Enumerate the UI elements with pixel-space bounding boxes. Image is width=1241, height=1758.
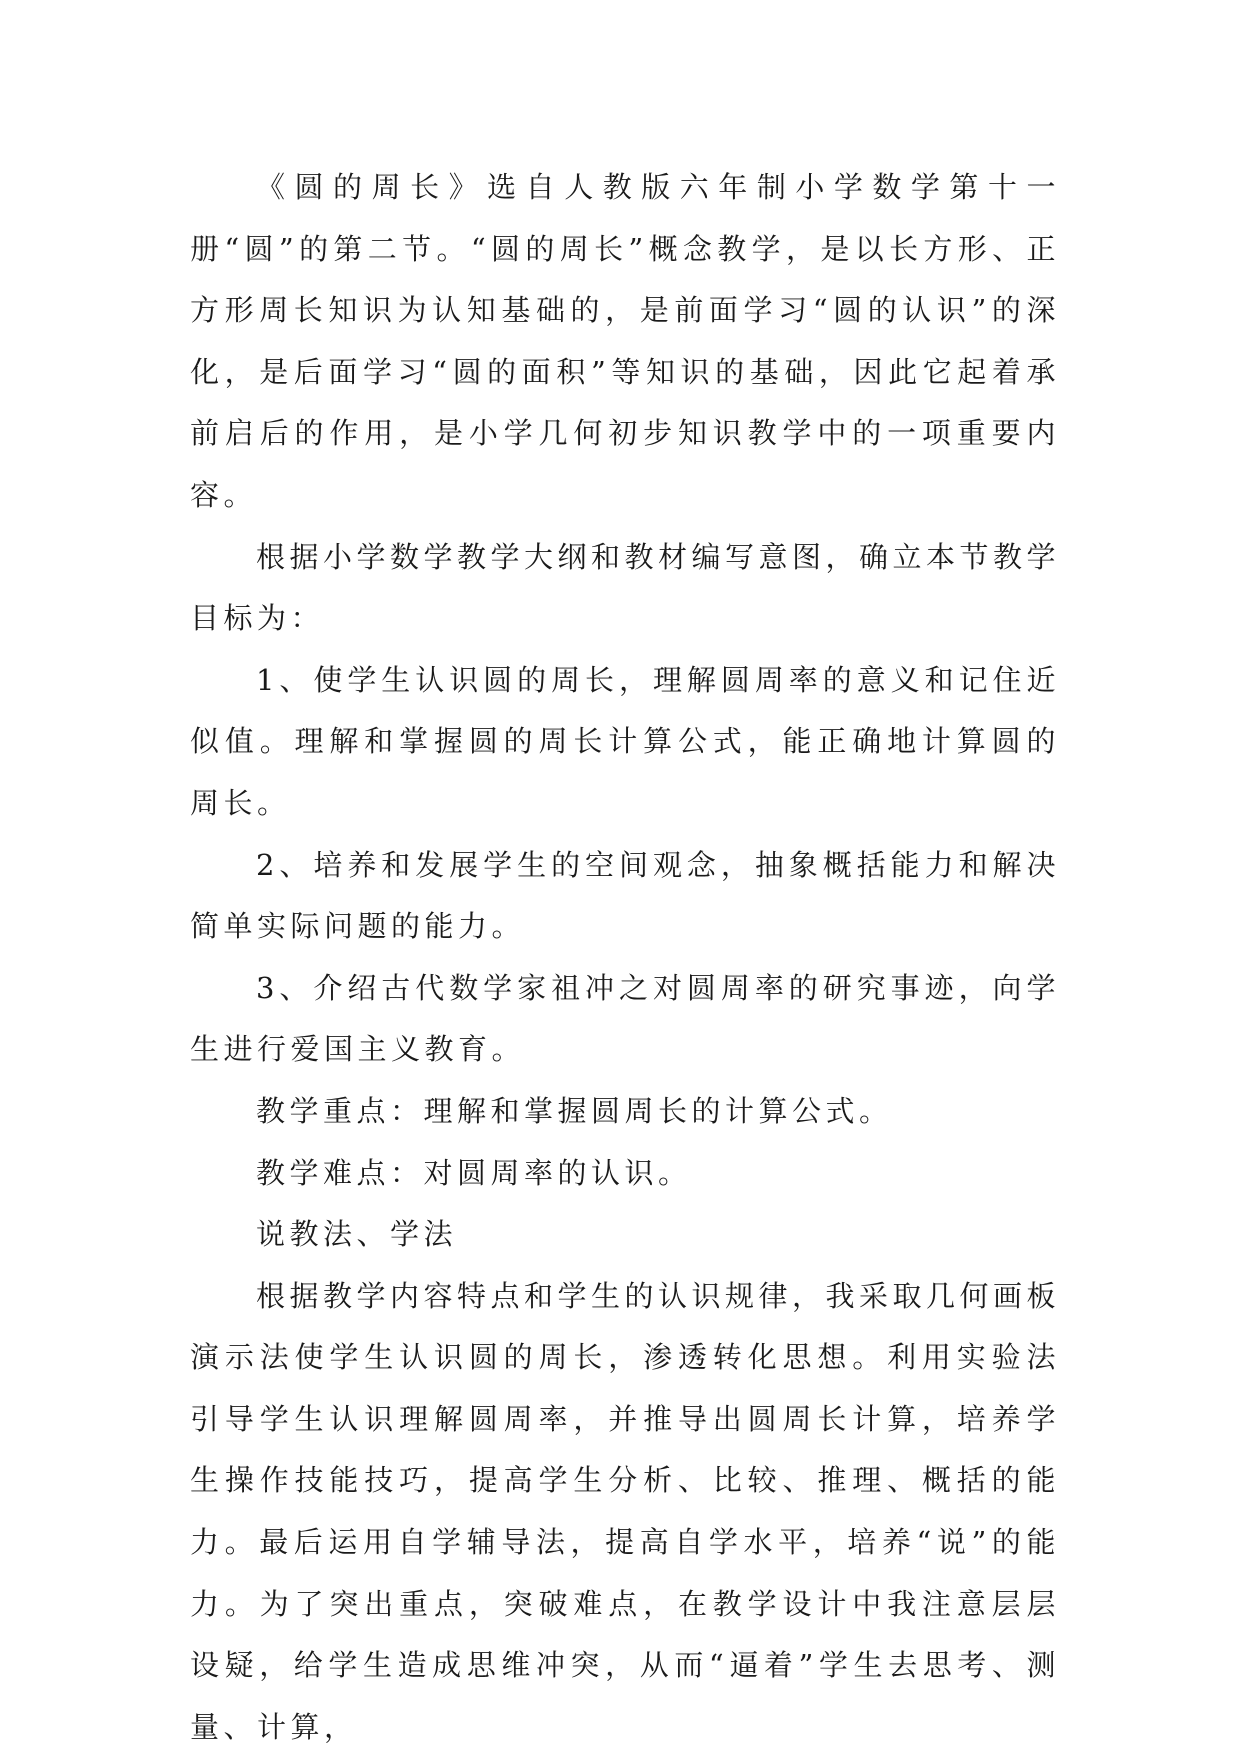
paragraph-objective-3: 3、介绍古代数学家祖冲之对圆周率的研究事迹，向学生进行爱国主义教育。	[190, 970, 1060, 1067]
paragraph-intro: 《圆的周长》选自人教版六年制小学数学第十一册“圆”的第二节。“圆的周长”概念教学，是以长方形、正方形周长知识为认知基础的，是前面学习“圆的认识”的深化，是后面学习“圆的面积”等知识的基础，因此它起着承前启后的作用，是小学几何初步知识教学中的一项重要内容。	[190, 170, 1060, 512]
paragraph-objectives-intro: 根据小学数学教学大纲和教材编写意图，确立本节教学目标为：	[190, 539, 1061, 636]
paragraph-key-point: 教学重点：理解和掌握圆周长的计算公式。	[256, 1093, 893, 1128]
paragraph-objective-2: 2、培养和发展学生的空间观念，抽象概括能力和解决简单实际问题的能力。	[190, 847, 1060, 944]
document-page	[190, 157, 1060, 1758]
section-heading-methods: 说教法、学法	[256, 1217, 458, 1252]
paragraph-methods: 根据教学内容特点和学生的认识规律，我采取几何画板演示法使学生认识圆的周长，渗透转化思想。利用实验法引导学生认识理解圆周率，并推导出圆周长计算，培养学生操作技能技巧，提高学生分析、比较、推理、概括的能力。最后运用自学辅导法，提高自学水平，培养“说”的能力。为了突出重点，突破难点，在教学设计中我注意层层设疑，给学生造成思维冲突，从而“逼着”学生去思考、测量、计算，	[190, 1278, 1061, 1744]
paragraph-difficulty: 教学难点：对圆周率的认识。	[256, 1155, 692, 1190]
paragraph-objective-1: 1、使学生认识圆的周长，理解圆周率的意义和记住近似值。理解和掌握圆的周长计算公式，能正确地计算圆的周长。	[190, 662, 1060, 820]
